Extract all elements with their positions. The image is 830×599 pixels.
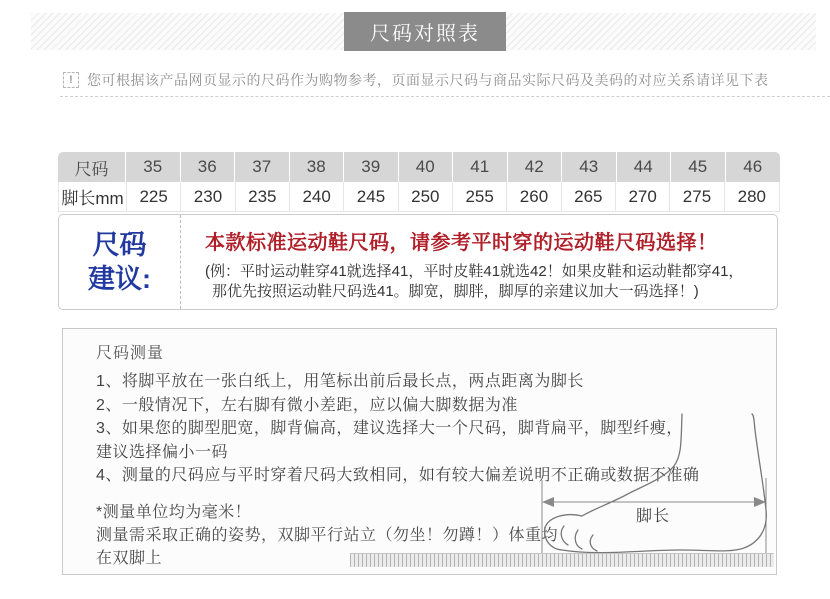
size-value: 42 [508, 152, 563, 182]
suggestion-body-line1: (例：平时运动鞋穿41就选择41，平时皮鞋41就选42！如果皮鞋和运动鞋都穿41， [205, 263, 744, 280]
size-value: 43 [562, 152, 617, 182]
size-value: 38 [290, 152, 345, 182]
foot-length-value: 245 [344, 182, 398, 211]
foot-length-value: 225 [127, 182, 181, 211]
ruler-icon [350, 553, 774, 567]
size-value: 44 [617, 152, 672, 182]
size-header-label: 尺码 [58, 152, 126, 182]
suggestion-body [205, 262, 767, 302]
size-value: 37 [235, 152, 290, 182]
foot-length-diagram-label: 脚长 [636, 508, 671, 525]
measurement-note: 在双脚上 [96, 549, 163, 567]
size-value: 46 [726, 152, 781, 182]
measurement-step: 4、测量的尺码应与平时穿着尺码大致相同，如有较大偏差说明不正确或数据不准确 [96, 467, 700, 484]
foot-diagram-icon [530, 400, 778, 572]
foot-length-value: 230 [181, 182, 235, 211]
foot-length-value: 255 [453, 182, 507, 211]
foot-length-value: 280 [725, 182, 779, 211]
page-title: 尺码对照表 [344, 12, 506, 51]
size-table [58, 152, 780, 212]
size-value: 45 [671, 152, 726, 182]
foot-length-label: 脚长mm [59, 182, 127, 211]
suggestion-label [59, 215, 181, 309]
size-value: 39 [344, 152, 399, 182]
measurement-step: 1、将脚平放在一张白纸上，用笔标出前后最长点，两点距离为脚长 [96, 373, 584, 390]
foot-length-value: 250 [399, 182, 453, 211]
suggestion-content [181, 215, 777, 309]
foot-length-value: 260 [507, 182, 561, 211]
suggestion-label-line1: 尺码 [92, 230, 147, 260]
dashed-divider [60, 96, 830, 97]
measurement-step: 建议选择偏小一码 [96, 443, 229, 461]
size-value: 36 [181, 152, 236, 182]
suggestion-label-line2: 建议: [88, 264, 151, 294]
exclamation-icon: ! [63, 72, 79, 88]
foot-length-row [58, 182, 780, 212]
size-value: 35 [126, 152, 181, 182]
size-value: 40 [399, 152, 454, 182]
size-suggestion-box [58, 214, 778, 310]
foot-length-value: 265 [562, 182, 616, 211]
size-value: 41 [453, 152, 508, 182]
foot-length-value: 270 [616, 182, 670, 211]
note-text: 您可根据该产品网页显示的尺码作为购物参考，页面显示尺码与商品实际尺码及美码的对应关系请详见下表 [87, 72, 769, 88]
suggestion-headline: 本款标准运动鞋尺码，请参考平时穿的运动鞋尺码选择！ [205, 232, 718, 254]
foot-length-value: 240 [290, 182, 344, 211]
measurement-note: *测量单位均为毫米！ [96, 503, 252, 521]
size-table-header-row [58, 152, 780, 182]
measurement-title: 尺码测量 [96, 345, 165, 362]
measurement-step: 2、一般情况下，左右脚有微小差距，应以偏大脚数据为准 [96, 396, 518, 414]
measurement-step: 3、如果您的脚型肥宽，脚背偏高，建议选择大一个尺码，脚背扁平，脚型纤瘦， [96, 420, 683, 437]
shopping-note [63, 70, 769, 90]
suggestion-body-line2: 那优先按照运动鞋尺码选41。脚宽，脚胖，脚厚的亲建议加大一码选择！) [212, 283, 699, 300]
foot-length-value: 275 [670, 182, 724, 211]
foot-length-value: 235 [236, 182, 290, 211]
measurement-note: 测量需采取正确的姿势，双脚平行站立（勿坐！勿蹲！）体重均 [96, 526, 559, 544]
